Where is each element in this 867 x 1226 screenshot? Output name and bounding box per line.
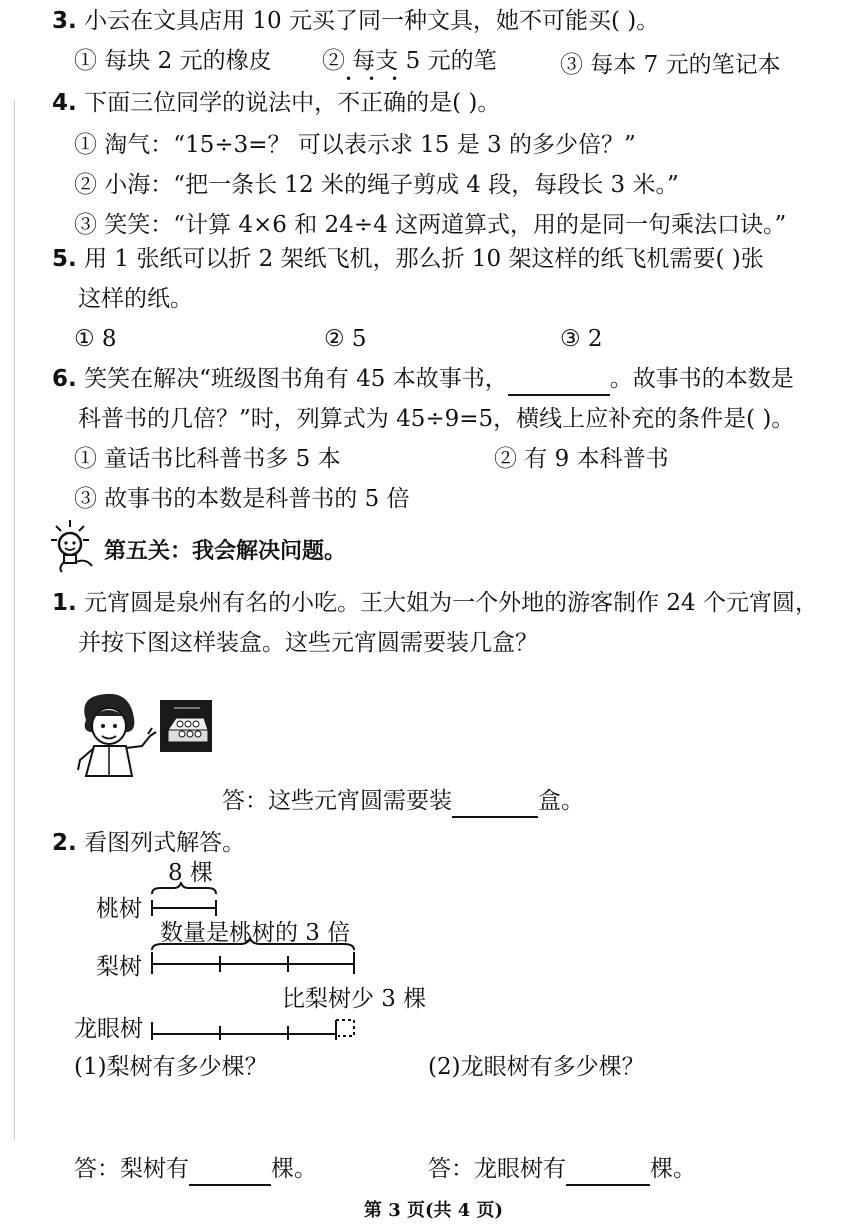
page-margin-line bbox=[14, 100, 15, 1140]
label-pear-tree: 梨树 bbox=[96, 954, 142, 980]
peach-brace bbox=[152, 882, 216, 894]
q4-emph-2: 正 bbox=[360, 90, 384, 116]
p2-answer-2-blank[interactable] bbox=[566, 1154, 650, 1186]
pear-brace bbox=[152, 938, 354, 950]
q5-line-2: 这样的纸。 bbox=[78, 286, 193, 312]
p1-text: 元宵圆是泉州有名的小吃。王大姐为一个外地的游客制作 24 个元宵圆， bbox=[84, 590, 818, 616]
q5-text[interactable]: 用 1 张纸可以折 2 架纸飞机，那么折 10 架这样的纸飞机需要( )张 bbox=[84, 246, 764, 272]
peach-segment bbox=[152, 900, 216, 916]
q5-number: 5. bbox=[52, 246, 77, 272]
page-footer: 第 3 页(共 4 页) bbox=[363, 1200, 504, 1221]
p2-answer-1-prefix: 答：梨树有 bbox=[74, 1156, 189, 1182]
q6-condition-blank[interactable] bbox=[508, 364, 610, 396]
q5-option-2[interactable]: ② 5 bbox=[324, 326, 367, 352]
p2-question-2: (2)龙眼树有多少棵？ bbox=[428, 1054, 645, 1080]
q6-number: 6. bbox=[52, 366, 77, 392]
child-character-illustration bbox=[72, 690, 156, 782]
q3-option-1[interactable]: ① 每块 2 元的橡皮 bbox=[74, 48, 272, 74]
p1-answer-prefix: 答：这些元宵圆需要装 bbox=[222, 788, 452, 814]
q6-line-2[interactable]: 科普书的几倍？”时，列算式为 45÷9=5，横线上应补充的条件是( )。 bbox=[78, 406, 795, 432]
q6-text-b: 。故事书的本数是 bbox=[609, 366, 794, 392]
p2-answer-2 bbox=[428, 1154, 696, 1186]
q4-text: 下面三位同学的说法中， bbox=[84, 90, 338, 116]
pear-segment bbox=[152, 952, 354, 974]
p1-number: 1. bbox=[52, 590, 77, 616]
q3-stem bbox=[52, 6, 659, 36]
q4-tail[interactable]: 的是( )。 bbox=[406, 90, 501, 116]
p2-answer-2-suffix: 棵。 bbox=[650, 1156, 696, 1182]
q3-emph-2: 不 bbox=[518, 8, 542, 34]
dumpling-box-image bbox=[160, 700, 212, 752]
q6-line-1 bbox=[52, 364, 794, 396]
q4-emph-1: 不 bbox=[337, 90, 361, 116]
q6-option-3[interactable]: ③ 故事书的本数是科普书的 5 倍 bbox=[74, 486, 410, 512]
q3-text: 小云在文具店用 10 元买了同一种文具， bbox=[84, 8, 496, 34]
label-8-trees: 8 棵 bbox=[168, 860, 213, 886]
q3-option-2[interactable]: ② 每支 5 元的笔 bbox=[322, 48, 497, 74]
q5-option-1[interactable]: ① 8 bbox=[74, 326, 117, 352]
q5-line-1 bbox=[52, 244, 764, 274]
q3-emph-4: 能 bbox=[564, 8, 588, 34]
longan-segment bbox=[152, 1022, 336, 1040]
label-pear-multiple: 数量是桃树的 3 倍 bbox=[160, 920, 351, 946]
label-longan-less: 比梨树少 3 棵 bbox=[282, 986, 427, 1012]
label-peach-tree: 桃树 bbox=[96, 896, 142, 922]
q3-emph-3: 可 bbox=[541, 8, 565, 34]
p1-answer bbox=[222, 786, 584, 818]
p1-line-1 bbox=[52, 588, 818, 618]
q4-emph-3: 确 bbox=[383, 90, 407, 116]
p2-title-line bbox=[52, 828, 245, 858]
longan-dashed-part bbox=[336, 1020, 354, 1036]
p2-title: 看图列式解答。 bbox=[84, 830, 246, 856]
lightbulb-icon bbox=[50, 518, 96, 574]
p2-answer-1-blank[interactable] bbox=[189, 1154, 271, 1186]
p1-answer-suffix: 盒。 bbox=[538, 788, 584, 814]
q6-text-a: 笑笑在解决“班级图书角有 45 本故事书， bbox=[84, 366, 508, 392]
p2-number: 2. bbox=[52, 830, 77, 856]
q4-option-1: ① 淘气：“15÷3=？ 可以表示求 15 是 3 的多少倍？” bbox=[74, 132, 636, 158]
p2-answer-2-prefix: 答：龙眼树有 bbox=[428, 1156, 566, 1182]
q4-number: 4. bbox=[52, 90, 77, 116]
label-longan-tree: 龙眼树 bbox=[74, 1016, 143, 1042]
q3-answer-paren[interactable]: ( )。 bbox=[610, 8, 660, 34]
p1-line-2: 并按下图这样装盒。这些元宵圆需要装几盒？ bbox=[78, 630, 538, 656]
p2-question-1: (1)梨树有多少棵？ bbox=[74, 1054, 268, 1080]
p1-answer-blank[interactable] bbox=[452, 786, 538, 818]
p2-answer-1 bbox=[74, 1154, 317, 1186]
q5-option-3[interactable]: ③ 2 bbox=[560, 326, 603, 352]
q3-emph-1: 她 bbox=[495, 8, 519, 34]
tree-line-diagram bbox=[140, 880, 370, 1040]
q4-stem bbox=[52, 88, 500, 118]
q4-option-3: ③ 笑笑：“计算 4×6 和 24÷4 这两道算式，用的是同一句乘法口诀。” bbox=[74, 212, 787, 238]
q3-number: 3. bbox=[52, 8, 77, 34]
q6-option-2[interactable]: ② 有 9 本科普书 bbox=[494, 446, 669, 472]
q3-emph-5: 买 bbox=[587, 8, 611, 34]
q6-option-1[interactable]: ① 童话书比科普书多 5 本 bbox=[74, 446, 341, 472]
q3-option-3[interactable]: ③ 每本 7 元的笔记本 bbox=[560, 52, 781, 78]
section-5-title: 第五关：我会解决问题。 bbox=[104, 538, 347, 564]
p2-answer-1-suffix: 棵。 bbox=[271, 1156, 317, 1182]
q4-option-2: ② 小海：“把一条长 12 米的绳子剪成 4 段，每段长 3 米。” bbox=[74, 172, 679, 198]
